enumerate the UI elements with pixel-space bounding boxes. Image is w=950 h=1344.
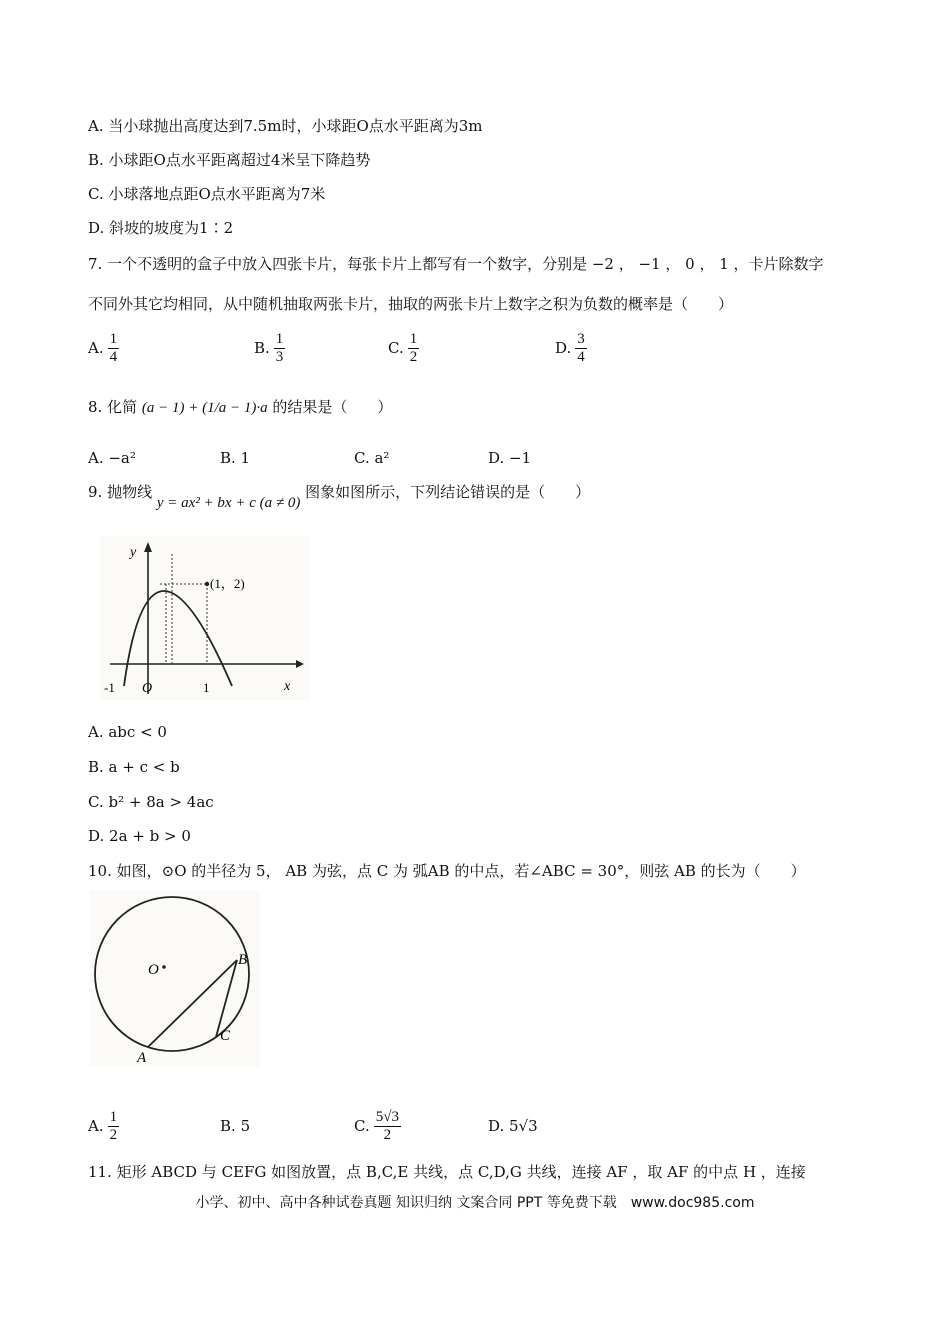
option-letter: B. bbox=[254, 339, 270, 357]
q9-option-b: B. a + c < b bbox=[88, 758, 180, 776]
numerator: 1 bbox=[275, 330, 284, 347]
one-label: 1 bbox=[203, 680, 210, 695]
q8-options bbox=[88, 438, 888, 478]
parabola-figure bbox=[100, 536, 310, 700]
point-label: (1，2) bbox=[210, 576, 245, 591]
q9-option-d: D. 2a + b > 0 bbox=[88, 827, 191, 845]
option-letter: A. bbox=[88, 339, 104, 357]
fraction bbox=[408, 331, 420, 366]
numerator: 1 bbox=[409, 330, 418, 347]
denominator: 2 bbox=[383, 1126, 392, 1143]
q6-option-d: D. 斜坡的坡度为1∶2 bbox=[88, 219, 234, 237]
q8-stem bbox=[88, 397, 392, 418]
q9-stem bbox=[88, 482, 591, 511]
x-axis-label: x bbox=[284, 679, 291, 694]
q7-option-c bbox=[388, 328, 419, 368]
numerator: 1 bbox=[109, 1108, 118, 1125]
y-axis-label: y bbox=[130, 545, 137, 560]
label-c: C bbox=[220, 1028, 231, 1044]
denominator: 4 bbox=[577, 348, 585, 365]
fraction bbox=[108, 1109, 120, 1144]
q9-prefix: 9. 抛物线 bbox=[88, 483, 153, 501]
fraction bbox=[575, 331, 587, 366]
q8-option-a: A. −a² bbox=[88, 449, 136, 467]
fraction bbox=[108, 331, 120, 366]
q9-suffix: 图象如图所示，下列结论错误的是（ ） bbox=[305, 483, 591, 501]
fraction bbox=[374, 1109, 401, 1144]
q10-options bbox=[88, 1106, 888, 1146]
q8-suffix: 的结果是（ ） bbox=[272, 398, 393, 416]
q10-option-a bbox=[88, 1106, 119, 1146]
fraction bbox=[274, 331, 286, 366]
neg-one-label: -1 bbox=[104, 680, 115, 695]
q9-expression: y = ax² + bx + c (a ≠ 0) bbox=[156, 495, 301, 511]
option-value: 5√3 bbox=[509, 1117, 538, 1135]
q10-stem: 10. 如图，⊙O 的半径为 5， AB 为弦，点 C 为 弧AB 的中点，若∠ABC = 30°，则弦 AB 的长为（ ） bbox=[88, 862, 806, 880]
label-o: O bbox=[148, 962, 159, 978]
option-letter: B. bbox=[220, 1117, 236, 1135]
q7-stem-line1: 7. 一个不透明的盒子中放入四张卡片，每张卡片上都写有一个数字，分别是 −2 ， −1 ， 0 ， 1 ，卡片除数字 bbox=[88, 255, 824, 273]
q7-options bbox=[88, 328, 888, 368]
denominator: 2 bbox=[109, 1126, 118, 1143]
page-footer: 小学、初中、高中各种试卷真题 知识归纳 文案合同 PPT 等免费下载 www.doc985.com bbox=[195, 1195, 755, 1211]
denominator: 2 bbox=[409, 348, 418, 365]
q10-option-d bbox=[488, 1106, 538, 1146]
q11-stem: 11. 矩形 ABCD 与 CEFG 如图放置，点 B,C,E 共线，点 C,D,G 共线，连接 AF ，取 AF 的中点 H ，连接 bbox=[88, 1163, 806, 1181]
option-letter: D. bbox=[555, 339, 572, 357]
numerator: 1 bbox=[109, 330, 118, 347]
q6-option-c: C. 小球落地点距O点水平距离为7米 bbox=[88, 185, 326, 203]
q8-option-b: B. 1 bbox=[220, 449, 251, 467]
q10-option-c bbox=[354, 1106, 401, 1146]
q6-option-b: B. 小球距O点水平距离超过4米呈下降趋势 bbox=[88, 151, 371, 169]
q8-option-d: D. −1 bbox=[488, 449, 532, 467]
option-letter: D. bbox=[488, 1117, 505, 1135]
numerator: 3 bbox=[577, 330, 585, 347]
circle-figure bbox=[90, 890, 260, 1066]
option-value: 5 bbox=[240, 1117, 251, 1135]
origin-label: O bbox=[142, 681, 153, 696]
q7-option-d bbox=[555, 328, 587, 368]
q7-stem-line2: 不同外其它均相同，从中随机抽取两张卡片，抽取的两张卡片上数字之积为负数的概率是（ ） bbox=[88, 295, 734, 313]
option-letter: C. bbox=[388, 339, 404, 357]
q9-option-a: A. abc < 0 bbox=[88, 723, 167, 741]
option-letter: A. bbox=[88, 1117, 104, 1135]
label-b: B bbox=[238, 952, 248, 968]
q8-prefix: 8. 化简 bbox=[88, 398, 138, 416]
denominator: 3 bbox=[275, 348, 284, 365]
q8-expression: (a − 1) + (1/a − 1)·a bbox=[141, 400, 268, 416]
q9-option-c: C. b² + 8a > 4ac bbox=[88, 793, 214, 811]
numerator: 5√3 bbox=[375, 1108, 399, 1125]
q7-option-a bbox=[88, 328, 119, 368]
q7-option-b bbox=[254, 328, 285, 368]
denominator: 4 bbox=[109, 348, 118, 365]
q10-option-b bbox=[220, 1106, 250, 1146]
option-letter: C. bbox=[354, 1117, 370, 1135]
q6-option-a: A. 当小球抛出高度达到7.5m时，小球距O点水平距离为3m bbox=[88, 117, 483, 135]
q8-option-c: C. a² bbox=[354, 449, 390, 467]
label-a: A bbox=[137, 1050, 147, 1066]
